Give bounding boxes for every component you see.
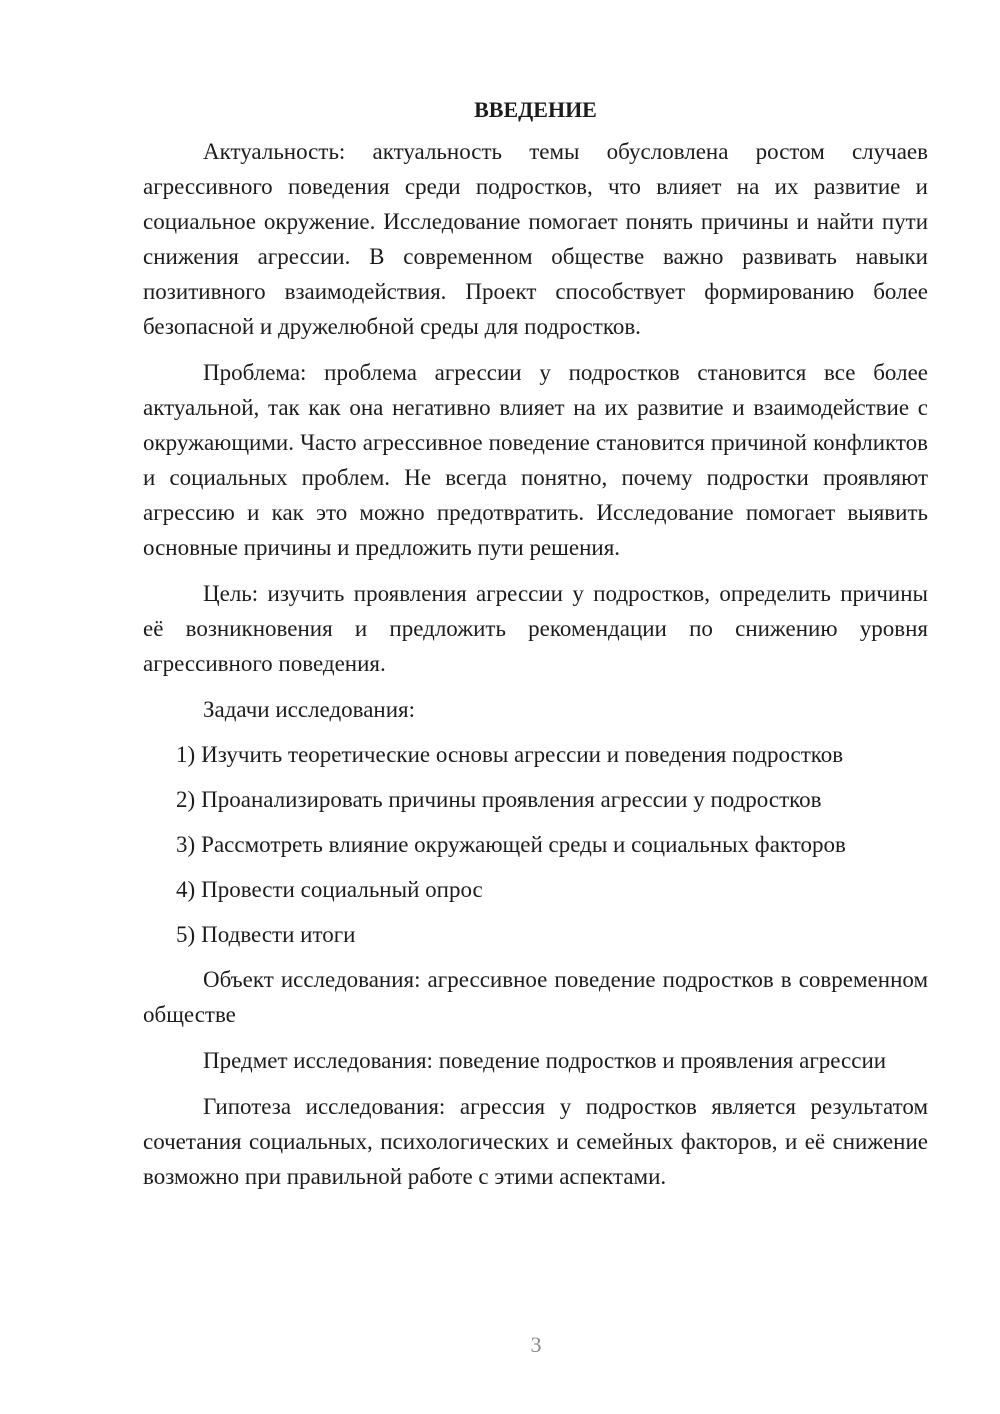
task-text: Рассмотреть влияние окружающей среды и социальных факторов [201,832,846,857]
tasks-list [143,737,928,952]
task-text: Провести социальный опрос [201,877,483,902]
task-text: Изучить теоретические основы агрессии и поведения подростков [201,742,844,767]
task-item [143,827,928,862]
page-content [143,92,928,1205]
task-number: 2) [176,787,196,812]
page-number: 3 [530,1332,542,1357]
task-item [143,737,928,772]
task-item [143,782,928,817]
task-text: Подвести итоги [201,922,356,947]
page-title: ВВЕДЕНИЕ [474,97,597,122]
goal-paragraph: Цель: изучить проявления агрессии у подростков, определить причины её возникновения и предложить рекомендации по снижению уровня агрессивного поведения. [143,581,928,676]
subject-paragraph: Предмет исследования: поведение подростков и проявления агрессии [203,1048,887,1073]
problem-paragraph: Проблема: проблема агрессии у подростков становится все более актуальной, так как она негативно влияет на их развитие и взаимодействие с окружающими. Часто агрессивное поведение становится причиной конфликтов и социальных проблем. Не всегда понятно, почему подростки проявляют агрессию и как это можно предотвратить. Исследование помогает выявить основные причины и предложить пути решения. [143,360,928,560]
relevance-paragraph: Актуальность: актуальность темы обусловлена ростом случаев агрессивного поведения среди подростков, что влияет на их развитие и социальное окружение. Исследование помогает понять причины и найти пути снижения агрессии. В современном обществе важно развивать навыки позитивного взаимодействия. Проект способствует формированию более безопасной и дружелюбной среды для подростков. [143,139,928,339]
tasks-heading: Задачи исследования: [203,697,416,722]
task-number: 5) [176,922,196,947]
task-number: 4) [176,877,196,902]
task-text: Проанализировать причины проявления агрессии у подростков [201,787,822,812]
task-item [143,917,928,952]
task-number: 1) [176,742,196,767]
hypothesis-paragraph: Гипотеза исследования: агрессия у подростков является результатом сочетания социальных, психологических и семейных факторов, и её снижение возможно при правильной работе с этими аспектами. [143,1094,928,1189]
task-number: 3) [176,832,196,857]
task-item [143,872,928,907]
object-paragraph: Объект исследования: агрессивное поведение подростков в современном обществе [143,967,928,1027]
